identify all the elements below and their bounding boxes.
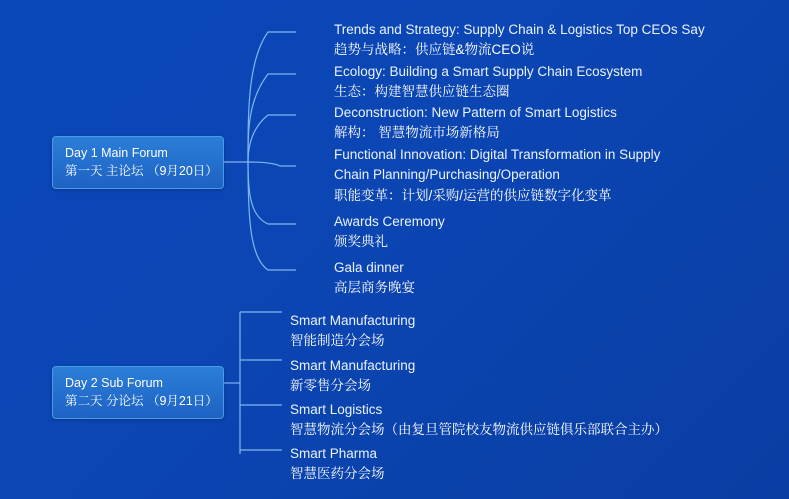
leaf-text-zh: 智能制造分会场 <box>290 333 385 349</box>
leaf-text-zh: 职能变革：计划/采购/运营的供应链数字化变革 <box>334 187 612 203</box>
leaf-day1-item-6[interactable] <box>334 258 415 299</box>
leaf-text-zh: 高层商务晚宴 <box>334 280 415 296</box>
leaf-text-zh: 趋势与战略：供应链&物流CEO说 <box>334 42 535 58</box>
leaf-text-zh: 智慧物流分会场（由复旦管院校友物流供应链俱乐部联合主办） <box>290 422 668 438</box>
leaf-day2-item-1[interactable] <box>290 311 415 352</box>
leaf-text-zh: 智慧医药分会场 <box>290 466 385 482</box>
leaf-text-en-line2: Chain Planning/Purchasing/Operation <box>334 167 560 183</box>
leaf-text-zh: 新零售分会场 <box>290 378 371 394</box>
leaf-text-en: Trends and Strategy: Supply Chain & Logistics Top CEOs Say <box>334 22 705 37</box>
node-day2-title-en: Day 2 Sub Forum <box>65 376 163 390</box>
leaf-day1-item-2[interactable] <box>334 62 642 103</box>
leaf-text-en: Deconstruction: New Pattern of Smart Logistics <box>334 105 617 120</box>
leaf-text-zh: 颁奖典礼 <box>334 234 388 250</box>
node-day2-sub-forum[interactable] <box>52 366 224 419</box>
leaf-text-en: Smart Logistics <box>290 402 383 417</box>
leaf-day2-item-3[interactable] <box>290 400 668 441</box>
leaf-text-en: Smart Manufacturing <box>290 313 416 328</box>
leaf-day2-item-2[interactable] <box>290 356 415 397</box>
leaf-day1-item-4[interactable] <box>334 145 660 206</box>
leaf-day1-item-3[interactable] <box>334 103 617 144</box>
node-day1-title-en: Day 1 Main Forum <box>65 146 168 160</box>
leaf-text-en: Smart Manufacturing <box>290 358 416 373</box>
node-day1-main-forum[interactable] <box>52 136 224 189</box>
node-day1-title-zh: 第一天 主论坛 （9月20日） <box>65 164 218 179</box>
leaf-text-en: Ecology: Building a Smart Supply Chain Ecosystem <box>334 64 643 79</box>
leaf-text-zh: 解构： 智慧物流市场新格局 <box>334 125 500 141</box>
leaf-text-en: Gala dinner <box>334 260 404 275</box>
leaf-day2-item-4[interactable] <box>290 444 385 485</box>
leaf-text-en: Functional Innovation: Digital Transformation in Supply <box>334 147 661 162</box>
leaf-day1-item-1[interactable] <box>334 20 705 61</box>
leaf-text-en: Smart Pharma <box>290 446 378 461</box>
leaf-text-en: Awards Ceremony <box>334 214 445 229</box>
leaf-text-zh: 生态：构建智慧供应链生态圈 <box>334 84 510 100</box>
node-day2-title-zh: 第二天 分论坛 （9月21日） <box>65 394 218 409</box>
leaf-day1-item-5[interactable] <box>334 212 445 253</box>
